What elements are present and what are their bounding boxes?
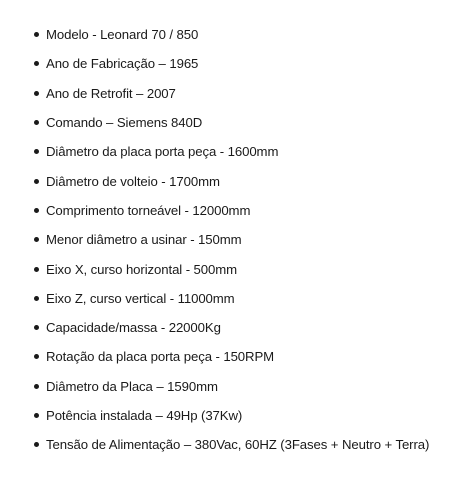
bullet-icon (34, 354, 39, 359)
spec-text: Ano de Fabricação – 1965 (46, 56, 199, 72)
spec-text: Eixo Z, curso vertical - 11000mm (46, 290, 235, 306)
spec-text: Comprimento torneável - 12000mm (46, 202, 251, 218)
bullet-icon (34, 32, 39, 37)
spec-item-chuck-rotation (34, 342, 459, 371)
spec-text: Diâmetro de volteio - 1700mm (46, 173, 220, 189)
spec-item-x-axis (34, 254, 459, 283)
spec-item-chuck-diameter (34, 137, 459, 166)
bullet-icon (34, 325, 39, 330)
bullet-icon (34, 237, 39, 242)
bullet-icon (34, 61, 39, 66)
spec-item-plate-diameter (34, 372, 459, 401)
spec-item-swing-diameter (34, 166, 459, 195)
bullet-icon (34, 208, 39, 213)
spec-text: Diâmetro da Placa – 1590mm (46, 378, 218, 394)
spec-item-min-diameter (34, 225, 459, 254)
bullet-icon (34, 149, 39, 154)
bullet-icon (34, 384, 39, 389)
spec-item-voltage (34, 430, 459, 459)
bullet-icon (34, 413, 39, 418)
spec-item-turning-length (34, 196, 459, 225)
bullet-icon (34, 120, 39, 125)
bullet-icon (34, 267, 39, 272)
spec-text: Menor diâmetro a usinar - 150mm (46, 232, 242, 248)
bullet-icon (34, 442, 39, 447)
spec-list (34, 20, 459, 459)
spec-text: Capacidade/massa - 22000Kg (46, 320, 221, 336)
spec-item-manufacture-year (34, 49, 459, 78)
spec-text: Potência instalada – 49Hp (37Kw) (46, 408, 243, 423)
spec-item-retrofit-year (34, 79, 459, 108)
spec-text: Modelo - Leonard 70 / 850 (46, 27, 199, 43)
bullet-icon (34, 296, 39, 301)
spec-item-power (34, 401, 459, 430)
spec-item-capacity (34, 313, 459, 342)
spec-text: Ano de Retrofit – 2007 (46, 85, 176, 101)
bullet-icon (34, 179, 39, 184)
spec-text: Diâmetro da placa porta peça - 1600mm (46, 144, 279, 160)
spec-item-control (34, 108, 459, 137)
spec-text: Comando – Siemens 840D (46, 115, 203, 131)
spec-item-model (34, 20, 459, 49)
spec-item-z-axis (34, 284, 459, 313)
spec-text: Eixo X, curso horizontal - 500mm (46, 261, 238, 277)
bullet-icon (34, 91, 39, 96)
spec-text: Tensão de Alimentação – 380Vac, 60HZ (3Fases + Neutro + Terra) (46, 437, 430, 453)
spec-text: Rotação da placa porta peça - 150RPM (46, 349, 275, 365)
